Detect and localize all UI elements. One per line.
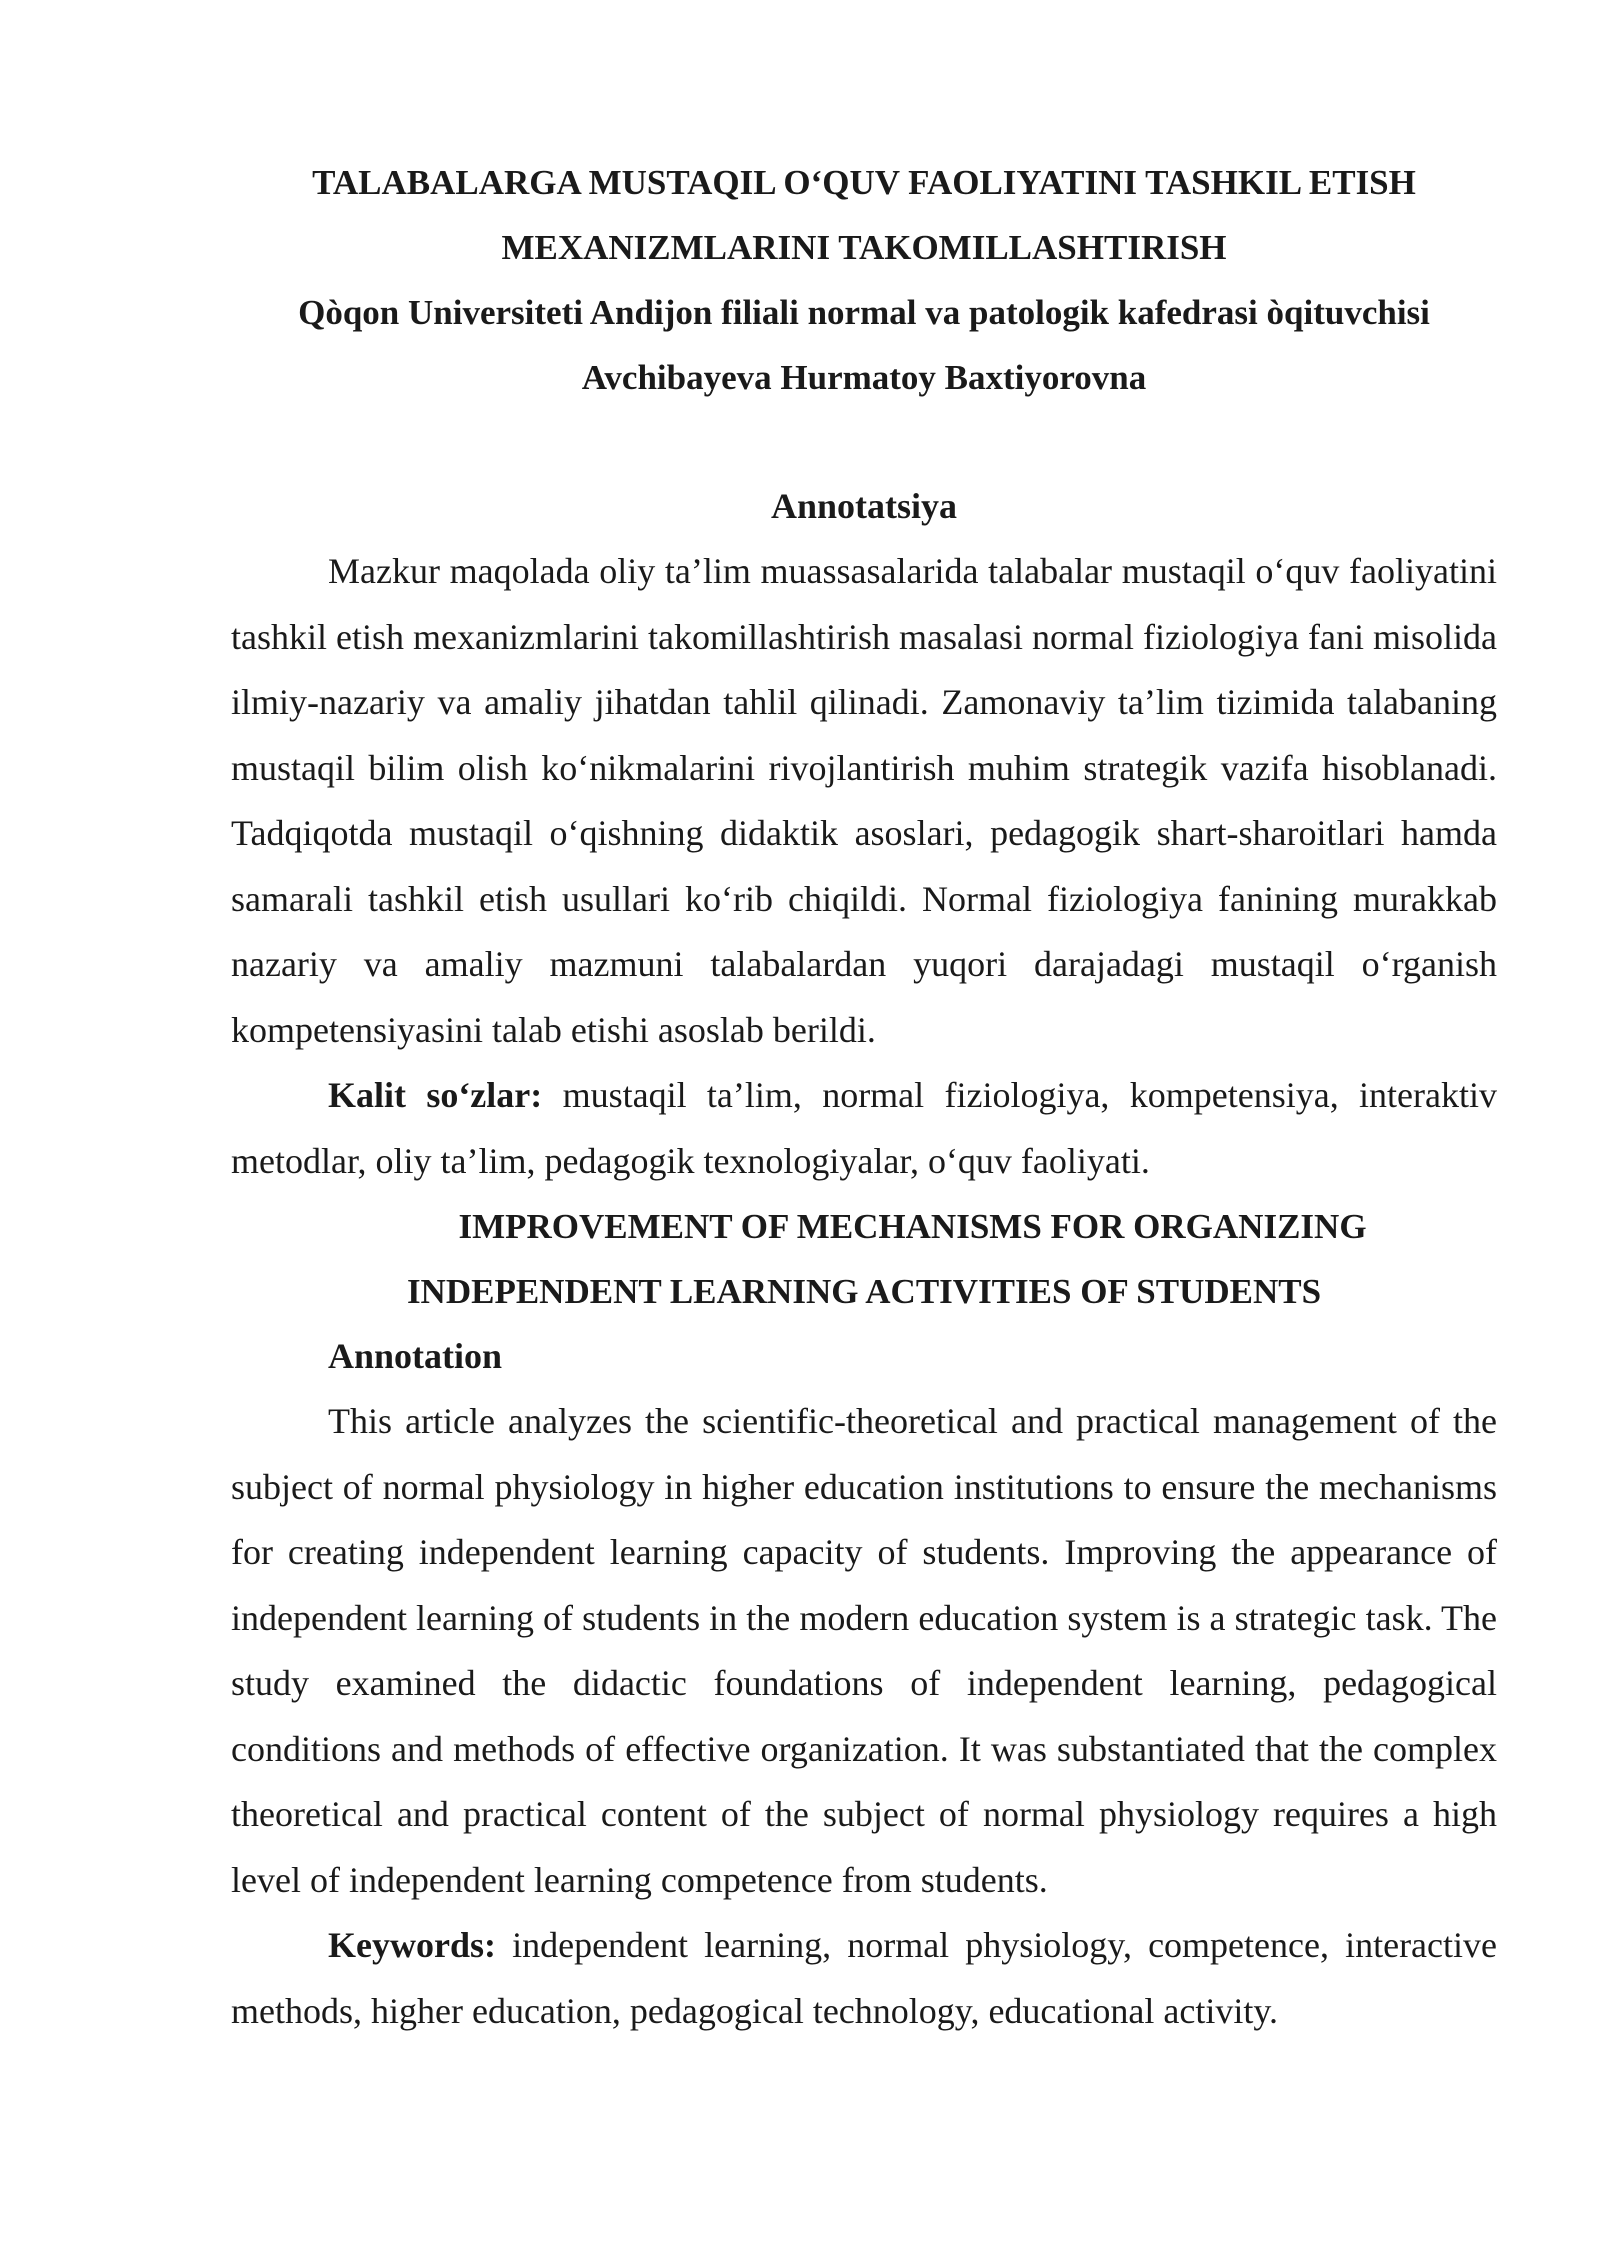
annotation-heading-uz: Annotatsiya [770,486,958,526]
article-title-line-2: MEXANIZMLARINI TAKOMILLASHTIRISH [501,228,1227,267]
english-title-line-2: INDEPENDENT LEARNING ACTIVITIES OF STUDENTS [406,1272,1322,1311]
keywords-label-uz: Kalit so‘zlar: [328,1075,543,1115]
keywords-paragraph-uz [231,1063,1497,1194]
english-title-line-1: IMPROVEMENT OF MECHANISMS FOR ORGANIZING [458,1207,1367,1246]
keywords-text-uz: mustaqil ta’lim, normal fiziologiya, kompetensiya, interaktiv metodlar, oliy ta’lim, pedagogik texnologiyalar, o‘quv faoliyati. [231,1075,1497,1181]
keywords-text-en: independent learning, normal physiology, competence, interactive methods, higher education, pedagogical technology, educational activity. [231,1925,1497,2031]
annotation-heading-en: Annotation [328,1336,503,1376]
article-title-line-1: TALABALARGA MUSTAQIL O‘QUV FAOLIYATINI TASHKIL ETISH [312,163,1416,202]
annotation-body-uz: Mazkur maqolada oliy ta’lim muassasalarida talabalar mustaqil o‘quv faoliyatini tashkil etish mexanizmlarini takomillashtirish masalasi normal fiziologiya fani misolida ilmiy-nazariy va amaliy jihatdan tahlil qilinadi. Zamonaviy ta’lim tizimida talabaning mustaqil bilim olish ko‘nikmalarini rivojlantirish muhim strategik vazifa hisoblanadi. Tadqiqotda mustaqil o‘qishning didaktik asoslari, pedagogik shart-sharoitlari hamda samarali tashkil etish usullari ko‘rib chiqildi. Normal fiziologiya fanining murakkab nazariy va amaliy mazmuni talabalardan yuqori darajadagi mustaqil o‘rganish kompetensiyasini talab etishi asoslab berildi. [231,551,1497,1050]
keywords-label-en: Keywords: [328,1925,496,1965]
author-affiliation: Qòqon Universiteti Andijon filiali normal va patologik kafedrasi òqituvchisi [298,293,1430,332]
keywords-paragraph-en [231,1913,1497,2044]
annotation-body-en: This article analyzes the scientific-theoretical and practical management of the subject of normal physiology in higher education institutions to ensure the mechanisms for creating independent learning capacity of students. Improving the appearance of independent learning of students in the modern education system is a strategic task. The study examined the didactic foundations of independent learning, pedagogical conditions and methods of effective organization. It was substantiated that the complex theoretical and practical content of the subject of normal physiology requires a high level of independent learning competence from students. [231,1401,1497,1900]
document-page [231,150,1497,2044]
author-name: Avchibayeva Hurmatoy Baxtiyorovna [581,358,1147,397]
